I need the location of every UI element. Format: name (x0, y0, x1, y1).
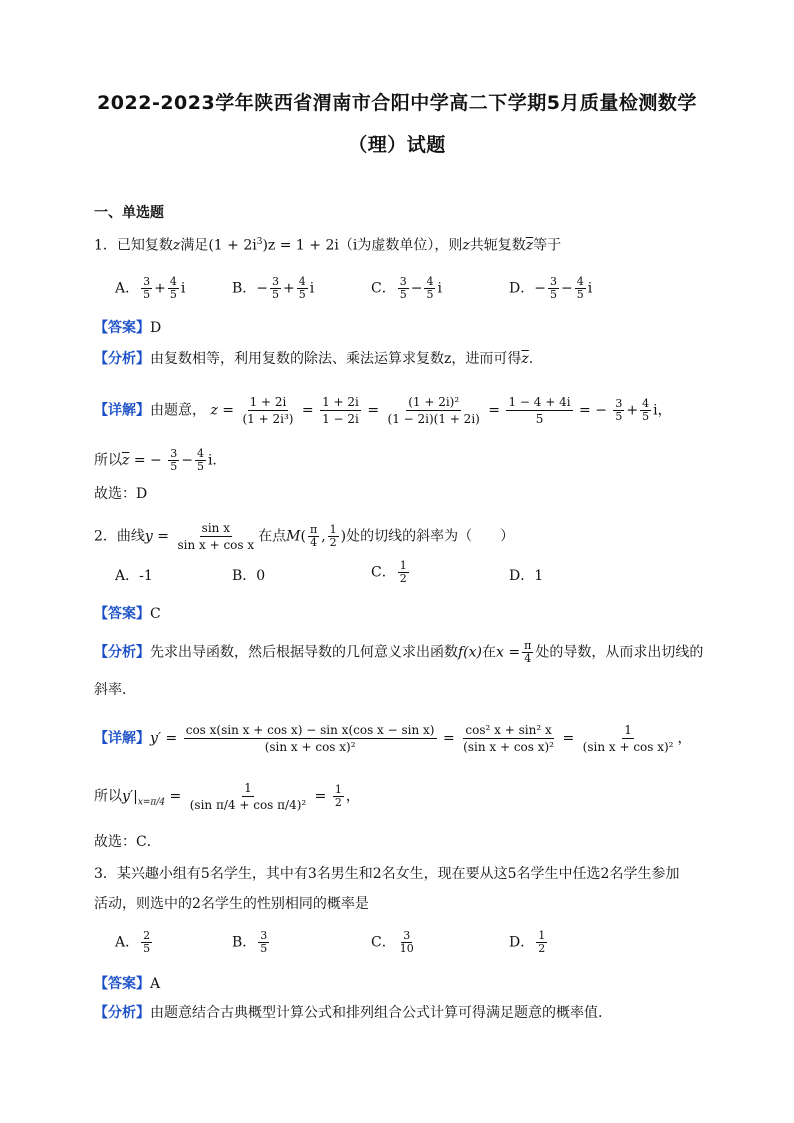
answer-tag: 【答案】 (94, 320, 150, 336)
q1-opt-d-den1: 5 (549, 288, 557, 301)
q1-so-den1: 5 (170, 460, 178, 473)
q3-opt-b-num: 3 (260, 929, 268, 942)
q3-opt-a-num: 2 (143, 929, 151, 942)
q1-answer (94, 318, 161, 338)
page-subtitle: （理）试题 (348, 134, 446, 156)
q1-opt-a-den1: 5 (143, 288, 151, 301)
q2-so-res-num: 1 (334, 783, 342, 796)
q2-d-f1-num: cos x(sin x + cos x) − sin x(cos x − sin x) (185, 723, 435, 737)
q1-opt-d-op: − (560, 280, 573, 297)
q2-mid: 在点 (258, 528, 287, 545)
q2-yprime: y′ = (150, 730, 178, 747)
q3-opt-a-den: 5 (143, 942, 151, 955)
analysis-tag: 【分析】 (94, 1005, 150, 1021)
q2-frac-den: sin x + cos x (177, 538, 255, 552)
q1-opt-c-unit: i (437, 280, 442, 297)
q3-opt-d-num: 1 (538, 929, 546, 942)
q1-opt-b-unit: i (309, 280, 315, 297)
q2-px-den: 4 (310, 536, 318, 549)
q1-eq-exp: 3 (256, 237, 263, 247)
q1-end: 等于 (533, 237, 562, 254)
q2-answer-value: C (150, 606, 161, 622)
q2-analysis-a: 先求出导函数，然后根据导数的几何意义求出函数 (150, 644, 458, 661)
q2-an-num: π (524, 639, 532, 652)
q1-f1-num: 1 + 2i (249, 395, 287, 409)
q1-res-den1: 5 (615, 410, 623, 423)
q3-answer-value: A (150, 976, 161, 992)
analysis-tag: 【分析】 (94, 351, 150, 367)
q1-f4-den: 5 (535, 412, 544, 426)
q1-opt-a-den2: 5 (169, 288, 177, 301)
q1-analysis-text: 由复数相等，利用复数的除法、乘法运算求复数z，进而可得 (150, 351, 522, 367)
q1-analysis: 【分析】由复数相等，利用复数的除法、乘法运算求复数z，进而可得$\overline{z}$. (94, 351, 534, 367)
detail-tag: 【详解】 (94, 730, 150, 747)
q1-so-zbar: $\overline{z}$ (122, 452, 130, 469)
q1-opt-b-sign: − (256, 280, 269, 297)
q2-so-den: (sin π/4 + cos π/4)² (189, 798, 307, 812)
q2-option-b[interactable] (232, 565, 265, 585)
question-1-stem (94, 232, 561, 256)
q1-opt-b-den2: 5 (298, 288, 306, 301)
q2-detail: 【详解】y′ = $\frac{\text{cos x(sin x + cos x) − sin x(cos x − sin x)}}{\text{(sin x + cos x)²}}$ = $\frac{\text{cos² x + sin² x}}{\text{(sin x + cos x)²}}$ = $\frac{1}{\text{(sin x + cos x)²}}$ ， (94, 723, 692, 754)
q2-analysis-c: 处的导数，从而求出切线的 (535, 644, 704, 661)
q1-opt-b-den1: 5 (272, 288, 280, 301)
q1-res-num2: 4 (642, 397, 650, 410)
q2-opt-a-text: -1 (139, 568, 153, 584)
q1-detail-intro: 由题意， (150, 402, 206, 419)
q2-frac-num: sin x (201, 521, 230, 535)
q1-so-num1: 3 (170, 447, 178, 460)
q1-opt-c-op: − (410, 280, 423, 297)
q2-so: 所以$y'|_{x=\pi/4}$ = $\frac{1}{\text{(sin π/4 + cos π/4)²}}$ = $\frac{1}{2}$ ， (94, 781, 360, 812)
q1-so-expr: = − (133, 452, 162, 469)
q1-opt-a-unit: i (180, 280, 186, 297)
q2-opt-c-num: 1 (399, 559, 407, 572)
question-3-stem-line2: 活动，则选中的2名学生的性别相同的概率是 (94, 896, 369, 912)
q2-answer (94, 604, 161, 624)
q1-so-prefix: 所以 (94, 452, 122, 469)
q3-analysis (94, 1003, 602, 1023)
q1-so-den2: 5 (196, 460, 204, 473)
q1-opt-b-num2: 4 (298, 275, 306, 288)
q2-point: M (286, 528, 301, 545)
q2-d-f3-num: 1 (624, 723, 632, 737)
answer-tag: 【答案】 (94, 976, 150, 992)
q2-so-num: 1 (244, 781, 252, 795)
q2-so-sub: x=π/4 (137, 797, 166, 808)
q1-detail: 【详解】由题意， z = $\frac{1 + 2i}{\text{(1 + 2i³)}}$ = $\frac{1 + 2i}{1 - 2i}$ = $\frac{\text{(1 + 2i)²}}{(1 - 2i)(1 + 2i)}$ = $\frac{1 - 4 + 4i}{5}$ = − $\frac{3}{5}$ + $\frac{4}{5}$ i， (94, 395, 672, 426)
page-title: 2022-2023学年陕西省渭南市合阳中学高二下学期5月质量检测数学 (97, 92, 697, 114)
analysis-tag: 【分析】 (94, 644, 150, 661)
q2-opt-c-den: 2 (399, 572, 407, 585)
q1-res-num1: 3 (615, 397, 623, 410)
question-3-stem-line1: 3．某兴趣小组有5名学生，其中有3名男生和2名女生，现在要从这5名学生中任选2名学生参加 (94, 866, 680, 882)
q3-opt-c-num: 3 (403, 929, 411, 942)
q1-f1-den: (1 + 2i³) (242, 412, 294, 426)
q3-analysis-text: 由题意结合古典概型计算公式和排列组合公式计算可得满足题意的概率值. (150, 1005, 603, 1021)
q1-var-z2: z (462, 237, 470, 254)
q2-analysis-b: 在 (482, 644, 497, 661)
q2-opt-d-label: D． (509, 568, 535, 584)
q1-opt-d-label: D． (509, 280, 535, 297)
q2-py-den: 2 (329, 536, 337, 549)
q3-opt-b-den: 5 (260, 942, 268, 955)
q2-so-res-den: 2 (334, 796, 342, 809)
q1-f4-num: 1 − 4 + 4i (508, 395, 571, 409)
q1-eq-left: (1 + 2i (208, 237, 257, 254)
q1-opt-a-label: A． (115, 280, 140, 297)
q1-option-d[interactable] (509, 276, 592, 301)
q3-option-b[interactable] (232, 930, 271, 955)
q1-opt-a-num2: 4 (169, 275, 177, 288)
q3-option-a[interactable] (115, 930, 154, 955)
section-heading: 一、单选题 (94, 205, 164, 221)
q1-so: 所以$\overline{z}$ = − $\frac{3}{5}$ − $\frac{4}{5}$ i. (94, 447, 217, 473)
q3-opt-d-den: 2 (538, 942, 546, 955)
q2-py-num: 1 (329, 523, 337, 536)
q1-f3-num: (1 + 2i)² (408, 395, 460, 409)
q2-opt-b-text: 0 (256, 568, 266, 584)
q1-so-num2: 4 (196, 447, 204, 460)
q1-conclude: 故选：D (94, 486, 148, 502)
q2-y-eq: y = (144, 528, 170, 545)
q1-opt-b-op: + (283, 280, 295, 297)
q3-option-d[interactable] (509, 930, 549, 955)
q1-opt-b-label: B． (232, 280, 257, 297)
q2-option-c[interactable] (371, 560, 411, 585)
answer-tag: 【答案】 (94, 606, 150, 622)
q3-opt-c-label: C． (371, 934, 396, 951)
q1-var-z: z (172, 237, 181, 254)
q1-opt-c-den1: 5 (399, 288, 407, 301)
q1-f2-num: 1 + 2i (322, 395, 359, 409)
q2-prefix: 2．曲线 (94, 528, 145, 545)
q1-opt-d-unit: i (587, 280, 593, 297)
q3-opt-b-label: B． (232, 934, 257, 951)
q1-option-b[interactable] (232, 276, 314, 301)
q2-opt-b-label: B． (232, 568, 257, 584)
q1-var-zbar: $\overline{z}$ (525, 237, 534, 254)
q2-an-den: 4 (524, 652, 532, 665)
q1-opt-b-num1: 3 (272, 275, 280, 288)
q2-d-f2-den: (sin x + cos x)² (463, 740, 554, 754)
q1-f3-den: (1 − 2i)(1 + 2i) (387, 412, 480, 426)
q2-d-f1-den: (sin x + cos x)² (264, 740, 356, 754)
q2-conclude: 故选：C． (94, 834, 161, 850)
q1-mid1: 满足 (180, 237, 209, 254)
q1-opt-c-label: C． (371, 280, 396, 297)
q1-opt-d-den2: 5 (576, 288, 584, 301)
detail-tag: 【详解】 (94, 402, 150, 419)
q1-opt-c-num2: 4 (426, 275, 434, 288)
q2-so-y: y′| (122, 788, 138, 805)
q2-opt-a-label: A． (115, 568, 140, 584)
q1-opt-c-den2: 5 (426, 288, 434, 301)
q1-mid3: 共轭复数 (469, 237, 526, 254)
q2-d-f3-den: (sin x + cos x)² (582, 740, 674, 754)
q1-option-a[interactable] (115, 276, 185, 301)
q1-opt-a-num1: 3 (143, 275, 151, 288)
q1-eq-rest: )z = 1 + 2i (262, 237, 339, 254)
q1-opt-d-num2: 4 (576, 275, 584, 288)
q1-opt-a-op: + (154, 280, 166, 297)
q1-mid2: （i为虚数单位），则 (338, 237, 463, 254)
q2-so-prefix: 所以 (94, 788, 122, 805)
q1-answer-value: D (150, 320, 162, 336)
q3-option-c[interactable] (371, 930, 418, 955)
q2-option-a[interactable] (115, 565, 153, 585)
q2-analysis-fx: f(x) (458, 644, 483, 661)
q3-opt-c-den: 10 (399, 942, 414, 955)
q2-analysis: 【分析】先求出导函数，然后根据导数的几何意义求出函数f(x)在x = $\frac{\pi}{4}$ 处的导数，从而求出切线的 (94, 639, 704, 665)
q1-res-den2: 5 (642, 410, 650, 423)
q1-prefix: 1．已知复数 (94, 237, 173, 254)
q1-option-c[interactable] (371, 276, 442, 301)
q3-answer (94, 974, 160, 994)
q1-analysis-zbar: $\overline{z}$ (521, 351, 529, 367)
q2-analysis-line2: 斜率． (94, 682, 136, 698)
question-2-stem: 2．曲线y = $\frac{\text{sin x}}{\text{sin x + cos x}}$ 在点M( $\frac{\pi}{4}$ , $\frac{1}{2}$ )处的切线的斜率为（ ） (94, 521, 515, 552)
q2-px-num: π (309, 523, 318, 536)
q1-detail-z: z (210, 402, 218, 419)
q2-option-d[interactable] (509, 565, 543, 585)
q3-opt-d-label: D． (509, 934, 535, 951)
q1-opt-c-num1: 3 (399, 275, 407, 288)
q2-d-f2-num: cos² x + sin² x (465, 723, 552, 737)
q1-opt-d-sign: − (534, 280, 546, 297)
q2-opt-d-text: 1 (534, 568, 544, 584)
q2-end: 处的切线的斜率为（ ） (346, 528, 515, 545)
q1-f2-den: 1 − 2i (322, 412, 359, 426)
q1-opt-d-num1: 3 (549, 275, 557, 288)
q2-opt-c-label: C． (371, 564, 396, 581)
q3-opt-a-label: A． (115, 934, 140, 951)
